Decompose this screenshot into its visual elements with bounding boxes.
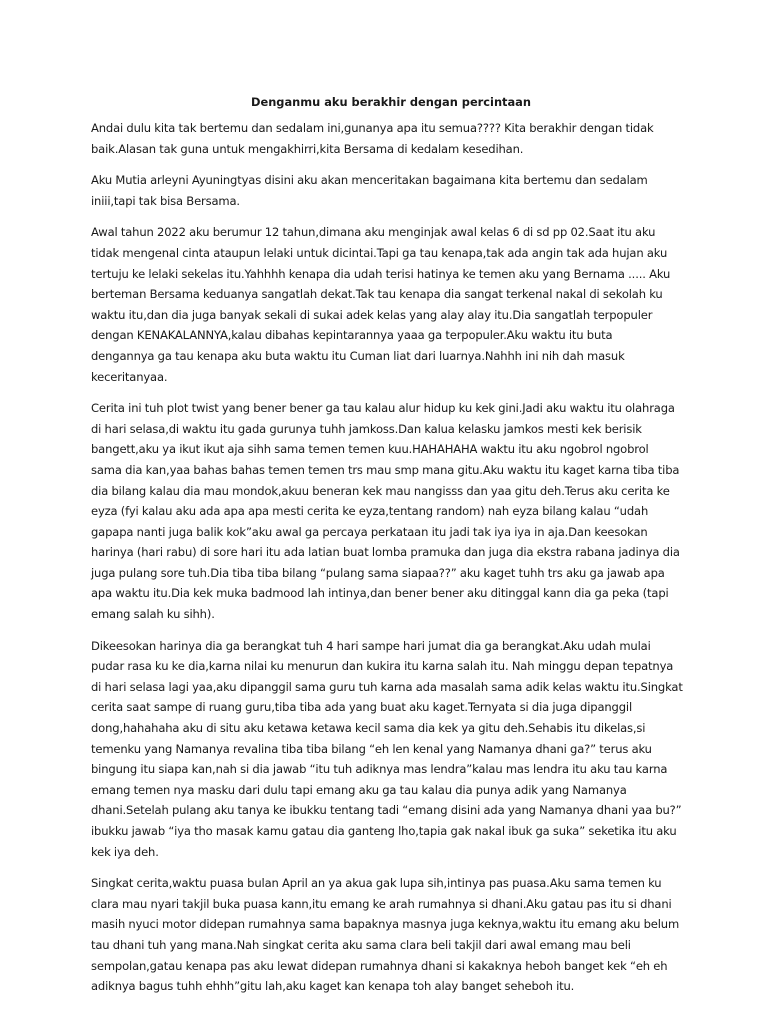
text-line: cerita saat sampe di ruang guru,tiba tiba ada yang buat aku kaget.Ternyata si dia juga dipanggil bbox=[91, 700, 633, 715]
text-line: bangett,aku ya ikut ikut aja sihh sama temen temen kuu.HAHAHAHA waktu itu aku ngobrol ngobrol bbox=[91, 442, 649, 457]
text-line: di hari selasa,di waktu itu gada gurunya tuhh jamkoss.Dan kalua kelasku jamkos mesti kek berisik bbox=[91, 421, 642, 436]
text-line: Aku Mutia arleyni Ayuningtyas disini aku akan menceritakan bagaimana kita bertemu dan sedalam bbox=[91, 173, 648, 188]
text-line: apa waktu itu.Dia kek muka badmood lah intinya,dan bener bener aku ditinggal kann dia ga peka (tapi bbox=[91, 586, 669, 601]
text-line: Andai dulu kita tak bertemu dan sedalam ini,gunanya apa itu semua???? Kita berakhir dengan tidak bbox=[91, 121, 654, 135]
text-line: iniii,tapi tak bisa Bersama. bbox=[91, 193, 240, 208]
text-line: di hari selasa lagi yaa,aku dipanggil sama guru tuh karna ada masalah sama adik kelas waktu itu.Singkat bbox=[91, 679, 683, 694]
text-line: harinya (hari rabu) di sore hari itu ada latian buat lomba pramuka dan juga dia ekstra rabana jadinya dia bbox=[91, 545, 680, 560]
text-line: dong,hahahaha aku di situ aku ketawa ketawa kecil sama dia kek ya gitu deh.Sehabis itu dikelas,si bbox=[91, 721, 646, 736]
text-line: pudar rasa ku ke dia,karna nilai ku menurun dan kukira itu karna salah itu. Nah minggu depan tepatnya bbox=[91, 659, 674, 674]
text-line: gapapa nanti juga balik kok”aku awal ga percaya perkataan itu jadi tak iya iya in aja.Dan keesokan bbox=[91, 524, 648, 539]
text-line: ibukku jawab “iya tho masak kamu gatau dia ganteng lho,tapia gak nakal ibuk ga suka” seketika itu aku bbox=[91, 824, 677, 838]
text-line: adiknya bagus tuhh ehhh”gitu lah,aku kaget kan kenapa toh alay banget seheboh itu. bbox=[91, 979, 575, 994]
document-title: Denganmu aku berakhir dengan percintaan bbox=[251, 95, 531, 109]
text-line: dengannya ga tau kenapa aku buta waktu itu Cuman liat dari luarnya.Nahhh ini nih dah masuk bbox=[91, 348, 625, 363]
text-line: dhani.Setelah pulang aku tanya ke ibukku tentang tadi “emang disini ada yang Namanya dhani yaa bu?” bbox=[91, 803, 682, 818]
text-line: waktu itu,dan dia juga banyak sekali di sukai adek kelas yang alay alay itu.Dia sangatlah terpopuler bbox=[91, 307, 653, 322]
text-line: tidak mengenal cinta ataupun lelaki untuk dicintai.Tapi ga tau kenapa,tak ada angin tak ada hujan aku bbox=[91, 245, 668, 260]
text-line: emang salah ku sihh). bbox=[91, 607, 215, 622]
text-line: juga pulang sore tuh.Dia tiba tiba bilang “pulang sama siapaa??” aku kaget tuhh trs aku ga jawab apa bbox=[91, 565, 665, 580]
text-line: tertuju ke lelaki sekelas itu.Yahhhh kenapa dia udah terisi hatinya ke temen aku yang Bernama ..... Aku bbox=[91, 266, 671, 281]
text-line: Cerita ini tuh plot twist yang bener bener ga tau kalau alur hidup ku kek gini.Jadi aku waktu itu olahraga bbox=[91, 401, 675, 416]
paragraph-3 bbox=[91, 222, 691, 387]
text-line: berteman Bersama keduanya sangatlah dekat.Tak tau kenapa dia sangat terkenal nakal di sekolah ku bbox=[91, 287, 663, 302]
text-line: kek iya deh. bbox=[91, 844, 159, 859]
text-line: sempolan,gatau kenapa pas aku lewat didepan rumahnya dhani si kakaknya heboh banget kek “eh eh bbox=[91, 958, 668, 973]
text-line: Dikeesokan harinya dia ga berangkat tuh 4 hari sampe hari jumat dia ga berangkat.Aku udah mulai bbox=[91, 638, 651, 653]
paragraph-5 bbox=[91, 636, 691, 863]
paragraph-4 bbox=[91, 398, 691, 625]
text-line: clara mau nyari takjil buka puasa kann,itu emang ke arah rumahnya si dhani.Aku gatau pas itu si dhani bbox=[91, 896, 672, 911]
paragraph-2 bbox=[91, 170, 691, 211]
text-line: dia bilang kalau dia mau mondok,akuu beneran kek mau nangisss dan yaa gitu deh.Terus aku cerita ke bbox=[91, 483, 670, 498]
text-line: eyza (fyi kalau aku ada apa apa mesti cerita ke eyza,tentang random) nah eyza bilang kalau “udah bbox=[91, 504, 649, 519]
text-line: sama dia kan,yaa bahas bahas temen temen trs mau smp mana gitu.Aku waktu itu kaget karna tiba tiba bbox=[91, 462, 680, 477]
text-line: baik.Alasan tak guna untuk mengakhirri,kita Bersama di kedalam kesedihan. bbox=[91, 141, 524, 156]
text-line: temenku yang Namanya revalina tiba tiba bilang “eh len kenal yang Namanya dhani ga?” terus aku bbox=[91, 741, 652, 756]
document-body bbox=[91, 92, 691, 1008]
text-line: keceritanyaa. bbox=[91, 369, 168, 384]
text-line: emang temen nya masku dari dulu tapi emang aku ga tau kalau dia punya adik yang Namanya bbox=[91, 782, 627, 797]
text-line: tau dhani tuh yang mana.Nah singkat cerita aku sama clara beli takjil dari awal emang mau beli bbox=[91, 937, 631, 952]
text-line: Awal tahun 2022 aku berumur 12 tahun,dimana aku menginjak awal kelas 6 di sd pp 02.Saat itu aku bbox=[91, 225, 656, 240]
paragraph-6 bbox=[91, 873, 691, 997]
text-line: masih nyuci motor didepan rumahnya sama bapaknya masnya juga keknya,waktu itu emang aku belum bbox=[91, 917, 680, 932]
paragraph-1 bbox=[91, 118, 691, 159]
text-line: Singkat cerita,waktu puasa bulan April an ya akua gak lupa sih,intinya pas puasa.Aku sama temen ku bbox=[91, 876, 662, 891]
text-line: dengan KENAKALANNYA,kalau dibahas kepintarannya yaaa ga terpopuler.Aku waktu itu buta bbox=[91, 328, 613, 343]
text-line: bingung itu siapa kan,nah si dia jawab “itu tuh adiknya mas lendra”kalau mas lendra itu aku tau karna bbox=[91, 762, 668, 777]
